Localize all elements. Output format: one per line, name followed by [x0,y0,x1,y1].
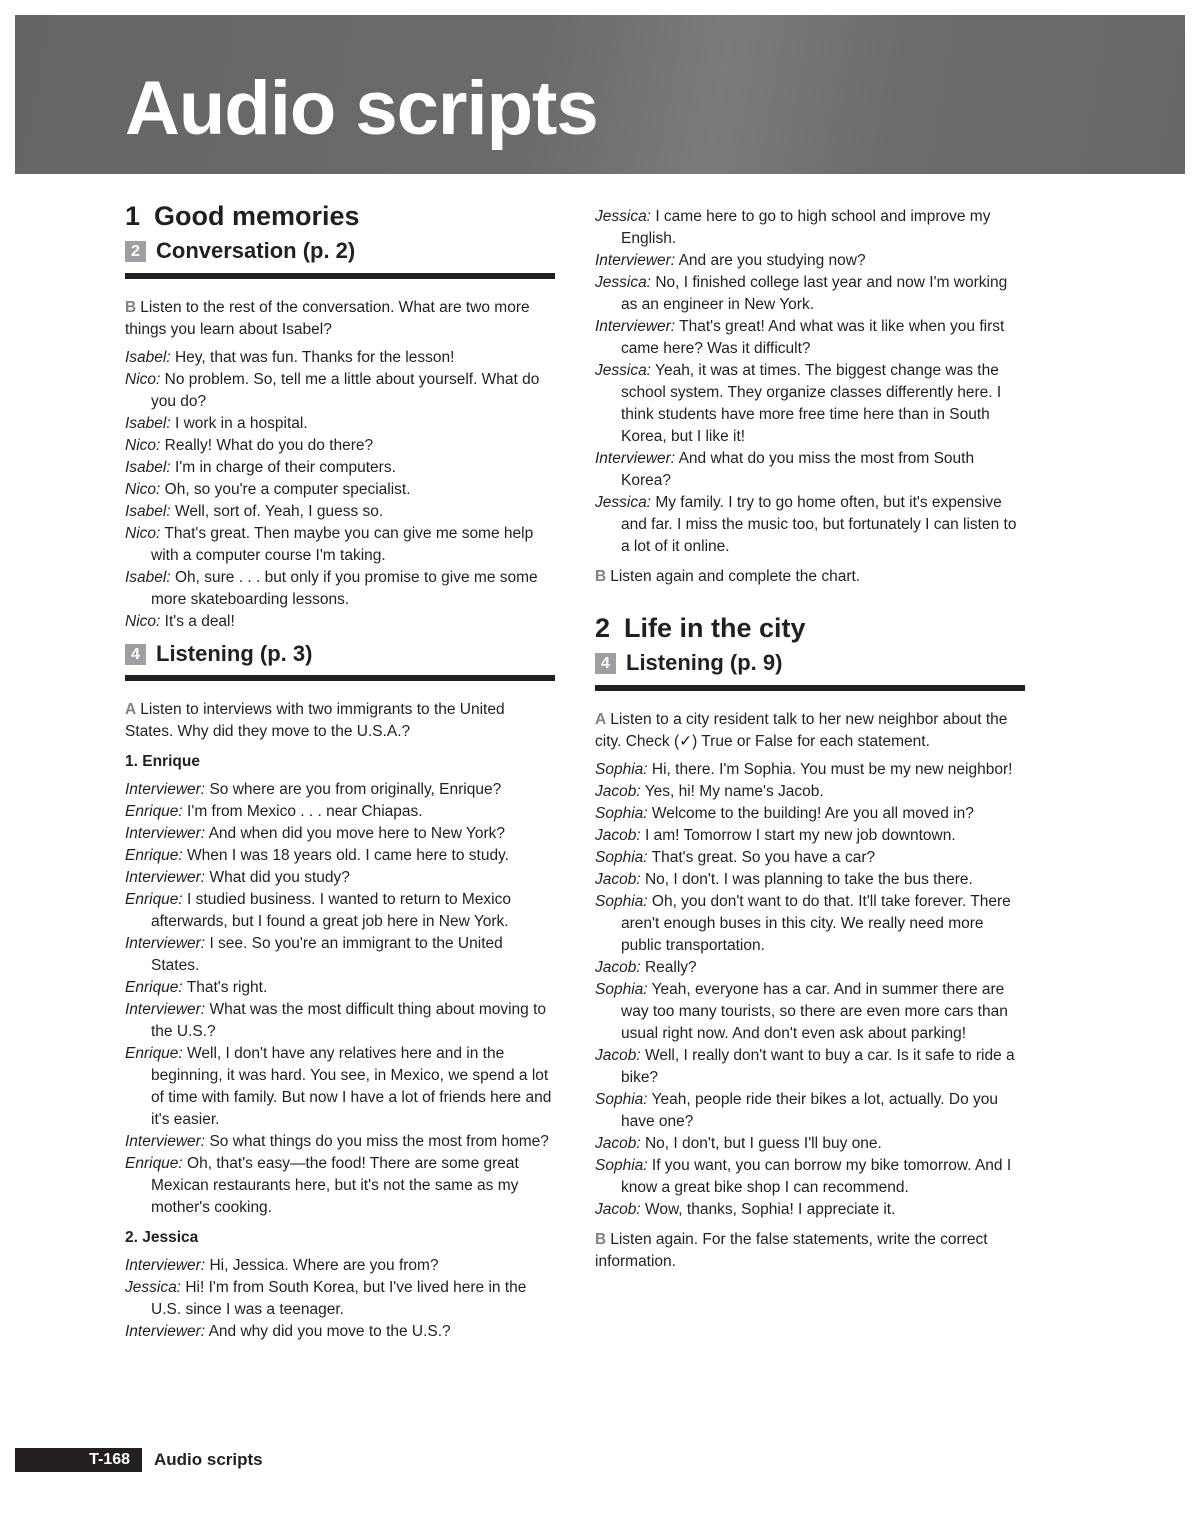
exercise-instruction [125,699,555,743]
dialogue-line [595,979,1025,1045]
exercise-letter: A [595,710,607,728]
section-number-badge: 4 [595,653,616,674]
dialogue-line [125,845,555,867]
speaker-name: Isabel: [125,414,171,432]
speaker-name: Isabel: [125,348,171,366]
dialogue-line [125,523,555,567]
speaker-name: Jacob: [595,826,641,844]
speaker-name: Nico: [125,524,161,542]
interview-subheading: 1. Enrique [125,753,200,771]
unit-2-heading [595,612,1025,644]
dialogue-line [125,801,555,823]
dialogue-line [125,457,555,479]
dialogue-line [595,803,1025,825]
speaker-name: Sophia: [595,760,648,778]
dialogue-line [595,847,1025,869]
dialogue-line [595,360,1025,448]
line-text: What did you study? [209,869,350,887]
dialogue-line [595,825,1025,847]
speaker-name: Jessica: [595,208,651,225]
dialogue-line [125,977,555,999]
line-text: So where are you from originally, Enrique? [209,781,502,799]
line-text: Well, sort of. Yeah, I guess so. [174,502,384,520]
speaker-name: Sophia: [595,1156,648,1174]
instruction-text: Listen to interviews with two immigrants to the United States. Why did they move to the U.S.A.? [125,701,505,741]
speaker-name: Interviewer: [125,869,206,887]
dialogue-line [595,316,1025,360]
dialogue-line [595,272,1025,316]
line-text: That's right. [186,979,268,997]
line-text: So what things do you miss the most from home? [209,1133,549,1151]
exercise-letter: B [125,298,137,316]
speaker-name: Jacob: [595,870,641,888]
line-text: Oh, sure . . . but only if you promise to give me some more skateboarding lessons. [151,568,538,608]
unit-number: 2 [595,613,611,643]
line-text: And why did you move to the U.S.? [208,1323,451,1341]
line-text: No, I don't, but I guess I'll buy one. [644,1134,882,1152]
speaker-name: Interviewer: [595,450,676,467]
speaker-name: Enrique: [125,847,183,865]
speaker-name: Enrique: [125,1155,183,1173]
line-text: Hi, there. I'm Sophia. You must be my new neighbor! [651,760,1013,778]
line-text: That's great! And what was it like when you first came here? Was it difficult? [621,318,1005,357]
speaker-name: Jessica: [595,362,651,379]
speaker-name: Sophia: [595,804,648,822]
speaker-name: Isabel: [125,458,171,476]
speaker-name: Nico: [125,612,161,630]
left-column [125,200,555,1343]
dialogue-line [125,1131,555,1153]
speaker-name: Jessica: [125,1279,181,1297]
exercise-letter: A [125,701,137,719]
line-text: I studied business. I wanted to return to Mexico afterwards, but I found a great job here in New York. [151,891,511,931]
section-number-badge: 2 [125,241,146,262]
line-text: Yeah, everyone has a car. And in summer there are way too many tourists, so there are even more cars than usual right now. And don't even ask about parking! [621,980,1008,1042]
speaker-name: Interviewer: [125,1001,206,1019]
section-number-badge: 4 [125,644,146,665]
dialogue-line [595,781,1025,803]
line-text: Well, I don't have any relatives here and in the beginning, it was hard. You see, in Mexico, we spend a lot of time with family. But now I have a lot of friends here and it's easier. [151,1045,552,1129]
dialogue-line [125,1321,555,1343]
dialogue [125,347,555,633]
unit-1-heading [125,200,555,232]
speaker-name: Jacob: [595,1046,641,1064]
dialogue-line [125,611,555,633]
dialogue-line [595,1045,1025,1089]
section-conversation-heading [125,238,555,278]
dialogue-line [595,957,1025,979]
dialogue-line [125,501,555,523]
speaker-name: Isabel: [125,568,171,586]
line-text: Oh, so you're a computer specialist. [164,480,411,498]
line-text: My family. I try to go home often, but it's expensive and far. I miss the music too, but fortunately I can listen to a lot of it online. [621,494,1017,555]
speaker-name: Jacob: [595,1200,641,1218]
section-listening-heading [595,650,1025,690]
instruction-text: Listen to the rest of the conversation. What are two more things you learn about Isabel? [125,298,530,338]
dialogue-line [595,1089,1025,1133]
exercise-instruction [595,1229,1025,1273]
line-text: I am! Tomorrow I start my new job downtown. [644,826,956,844]
speaker-name: Jacob: [595,782,641,800]
dialogue-line [125,347,555,369]
dialogue-line [125,1255,555,1277]
unit-number: 1 [125,201,141,231]
line-text: No, I finished college last year and now I'm working as an engineer in New York. [621,274,1008,313]
unit-title: Life in the city [624,613,806,643]
instruction-text: Listen again. For the false statements, write the correct information. [595,1230,988,1270]
dialogue-line [595,206,1025,250]
dialogue-line [595,759,1025,781]
exercise-instruction [595,709,1025,753]
dialogue-line [125,933,555,977]
speaker-name: Interviewer: [125,781,206,799]
speaker-name: Jacob: [595,1134,641,1152]
footer-label: Audio scripts [154,1450,263,1469]
dialogue-line [125,779,555,801]
dialogue [125,779,555,1219]
speaker-name: Interviewer: [125,935,206,953]
dialogue-line [595,1155,1025,1199]
line-text: I see. So you're an immigrant to the United States. [151,935,503,975]
line-text: Well, I really don't want to buy a car. Is it safe to ride a bike? [621,1046,1015,1086]
speaker-name: Interviewer: [125,1323,206,1341]
line-text: Welcome to the building! Are you all moved in? [651,804,974,822]
exercise-letter: B [595,568,607,585]
page-number: T-168 [15,1448,142,1472]
dialogue-line [125,1043,555,1131]
dialogue-line [125,889,555,933]
speaker-name: Jessica: [595,494,651,511]
line-text: I'm from Mexico . . . near Chiapas. [187,803,423,821]
exercise-instruction [125,297,555,341]
unit-title: Good memories [154,201,360,231]
line-text: Really? [644,958,697,976]
dialogue-line [125,479,555,501]
line-text: Hi, Jessica. Where are you from? [209,1257,439,1275]
speaker-name: Nico: [125,436,161,454]
speaker-name: Interviewer: [125,825,206,843]
line-text: Yes, hi! My name's Jacob. [644,782,824,800]
right-column [595,206,1025,1279]
line-text: I'm in charge of their computers. [174,458,396,476]
line-text: Hi! I'm from South Korea, but I've lived here in the U.S. since I was a teenager. [151,1279,527,1319]
line-text: Oh, that's easy—the food! There are some great Mexican restaurants here, but it's not the same as my mother's cooking. [151,1155,519,1217]
line-text: What was the most difficult thing about moving to the U.S.? [151,1001,547,1041]
line-text: I work in a hospital. [174,414,308,432]
speaker-name: Enrique: [125,891,183,909]
speaker-name: Interviewer: [595,252,676,269]
dialogue-line [125,435,555,457]
speaker-name: Enrique: [125,979,183,997]
dialogue-line [595,869,1025,891]
dialogue-line [125,867,555,889]
speaker-name: Nico: [125,480,161,498]
line-text: And are you studying now? [678,252,866,269]
dialogue-line [595,250,1025,272]
section-title: Listening (p. 9) [626,650,783,676]
dialogue-line [125,999,555,1043]
dialogue-line [125,1277,555,1321]
speaker-name: Enrique: [125,803,183,821]
dialogue-line [125,369,555,413]
exercise-letter: B [595,1230,607,1248]
title-banner [15,15,1185,174]
dialogue-line [125,823,555,845]
dialogue-line [595,492,1025,558]
line-text: I came here to go to high school and improve my English. [621,208,991,247]
line-text: When I was 18 years old. I came here to study. [187,847,509,865]
dialogue-line [595,448,1025,492]
speaker-name: Jacob: [595,958,641,976]
dialogue-line [595,891,1025,957]
speaker-name: Jessica: [595,274,651,291]
speaker-name: Interviewer: [595,318,676,335]
dialogue-line [595,1133,1025,1155]
dialogue-line [125,413,555,435]
speaker-name: Enrique: [125,1045,183,1063]
line-text: And what do you miss the most from South Korea? [621,450,975,489]
line-text: Wow, thanks, Sophia! I appreciate it. [644,1200,896,1218]
speaker-name: Sophia: [595,892,648,910]
dialogue-line [125,567,555,611]
speaker-name: Interviewer: [125,1133,206,1151]
dialogue-line [125,1153,555,1219]
line-text: Yeah, people ride their bikes a lot, actually. Do you have one? [621,1090,998,1130]
section-listening-heading [125,641,555,681]
speaker-name: Sophia: [595,848,648,866]
speaker-name: Sophia: [595,1090,648,1108]
dialogue [125,1255,555,1343]
line-text: Oh, you don't want to do that. It'll take forever. There aren't enough buses in this city. We really need more public transportation. [621,892,1011,954]
speaker-name: Interviewer: [125,1257,206,1275]
line-text: Really! What do you do there? [164,436,374,454]
instruction-text: Listen to a city resident talk to her new neighbor about the city. Check (✓) True or False for each statement. [595,710,1008,750]
exercise-instruction [595,566,1025,588]
dialogue-line [595,1199,1025,1221]
line-text: That's great. So you have a car? [651,848,876,866]
speaker-name: Sophia: [595,980,648,998]
line-text: And when did you move here to New York? [208,825,505,843]
interview-subheading: 2. Jessica [125,1229,199,1247]
section-title: Listening (p. 3) [156,640,313,666]
line-text: No problem. So, tell me a little about yourself. What do you do? [151,370,540,410]
line-text: If you want, you can borrow my bike tomorrow. And I know a great bike shop I can recommend. [621,1156,1012,1196]
section-title: Conversation (p. 2) [156,238,356,264]
line-text: No, I don't. I was planning to take the bus there. [644,870,973,888]
line-text: Hey, that was fun. Thanks for the lesson! [174,348,455,366]
dialogue [595,206,1025,558]
page-title: Audio scripts [125,66,598,151]
line-text: That's great. Then maybe you can give me some help with a computer course I'm taking. [151,524,534,564]
line-text: Yeah, it was at times. The biggest change was the school system. They organize classes differently here. I think students have more free time here than in South Korea, but I like it! [621,362,1002,445]
speaker-name: Isabel: [125,502,171,520]
dialogue [595,759,1025,1221]
instruction-text: Listen again and complete the chart. [610,568,861,585]
speaker-name: Nico: [125,370,161,388]
line-text: It's a deal! [164,612,235,630]
